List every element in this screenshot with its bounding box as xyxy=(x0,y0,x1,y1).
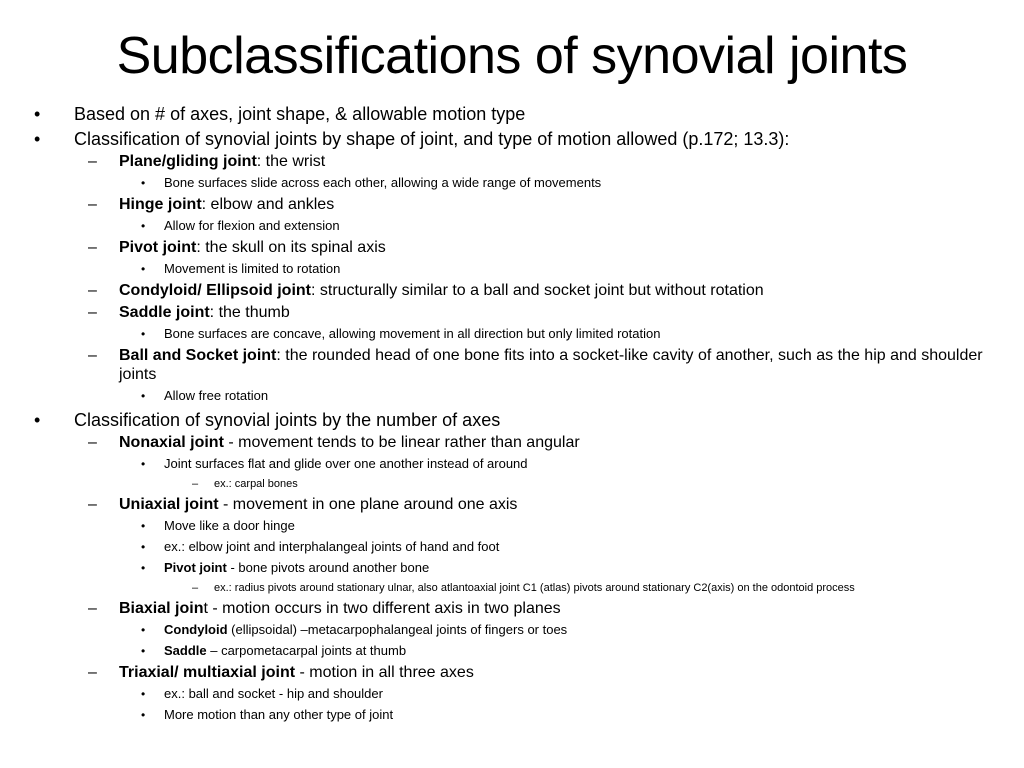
desc-saddle-sub: – carpometacarpal joints at thumb xyxy=(206,643,407,658)
example-text: ex.: radius pivots around stationary ulnar, also atlantoaxial joint C1 (atlas) pivots around stationary C2(axis) on the odontoid process xyxy=(214,582,855,594)
desc-nonaxial-joint: - movement tends to be linear rather than angular xyxy=(223,434,580,451)
term-uniaxial-joint: Uniaxial joint xyxy=(119,496,219,513)
sub-text: Bone surfaces are concave, allowing movement in all direction but only limited rotation xyxy=(164,326,661,341)
bullet-basis xyxy=(0,102,1024,126)
dash-marker: – xyxy=(88,153,97,170)
item-triaxial-joint xyxy=(0,663,1024,682)
desc-plane-joint: : the wrist xyxy=(256,153,326,170)
item-biaxial-joint xyxy=(0,599,1024,618)
item-hinge-joint xyxy=(0,195,1024,214)
sub-nonaxial-joint xyxy=(0,455,1024,473)
desc-biaxial-joint: t - motion occurs in two different axis in two planes xyxy=(203,600,561,617)
sub-biaxial-saddle xyxy=(0,642,1024,660)
bullet-text: Classification of synovial joints by shape of joint, and type of motion allowed (p.172; 13.3): xyxy=(74,129,790,149)
desc-pivot-sub: - bone pivots around another bone xyxy=(226,560,430,575)
term-condyloid-joint: Condyloid/ Ellipsoid joint xyxy=(119,282,311,299)
item-uniaxial-joint xyxy=(0,495,1024,514)
desc-pivot-joint: : the skull on its spinal axis xyxy=(196,239,386,256)
bullet-marker: • xyxy=(141,389,146,403)
dash-marker: – xyxy=(88,347,97,364)
item-condyloid-joint xyxy=(0,281,1024,300)
bullet-marker: • xyxy=(141,561,146,575)
term-saddle-sub: Saddle xyxy=(164,643,207,658)
bullet-marker: • xyxy=(141,644,146,658)
sub-text: Move like a door hinge xyxy=(164,518,295,533)
bullet-shape-classification xyxy=(0,127,1024,151)
term-pivot-sub: Pivot joint xyxy=(164,560,227,575)
sub-ball-socket-joint xyxy=(0,387,1024,405)
dash-marker: – xyxy=(88,434,97,451)
desc-ball-socket-joint: : the rounded head of one bone fits into a socket-like cavity of another, such as the hip and shoulder joints xyxy=(119,347,983,383)
sub-plane-joint xyxy=(0,174,1024,192)
desc-uniaxial-joint: - movement in one plane around one axis xyxy=(218,496,518,513)
example-text: ex.: carpal bones xyxy=(214,478,298,490)
sub-text: Joint surfaces flat and glide over one another instead of around xyxy=(164,456,528,471)
bullet-marker: • xyxy=(34,129,41,149)
term-triaxial-joint: Triaxial/ multiaxial joint xyxy=(119,664,296,681)
term-biaxial-joint: Biaxial join xyxy=(119,600,204,617)
term-ball-socket-joint: Ball and Socket joint xyxy=(119,347,277,364)
bullet-marker: • xyxy=(141,708,146,722)
sub-text: ex.: elbow joint and interphalangeal joints of hand and foot xyxy=(164,539,500,554)
sub-text: Bone surfaces slide across each other, allowing a wide range of movements xyxy=(164,175,602,190)
bullet-marker: • xyxy=(141,540,146,554)
dash-marker: – xyxy=(88,196,97,213)
sub-text: More motion than any other type of joint xyxy=(164,707,394,722)
slide-body xyxy=(0,102,1024,727)
sub-uniaxial-door-hinge xyxy=(0,517,1024,535)
desc-triaxial-joint: - motion in all three axes xyxy=(295,664,474,681)
bullet-marker: • xyxy=(141,176,146,190)
desc-condyloid-sub: (ellipsoidal) –metacarpophalangeal joints of fingers or toes xyxy=(227,622,568,637)
dash-marker: – xyxy=(192,478,199,490)
sub-saddle-joint xyxy=(0,325,1024,343)
example-nonaxial-joint xyxy=(0,476,1024,492)
sub-biaxial-condyloid xyxy=(0,621,1024,639)
slide-title: Subclassifications of synovial joints xyxy=(116,27,908,85)
item-ball-socket-joint xyxy=(0,346,1024,384)
sub-text: Allow for flexion and extension xyxy=(164,218,340,233)
bullet-text: Classification of synovial joints by the number of axes xyxy=(74,410,501,430)
bullet-marker: • xyxy=(141,457,146,471)
bullet-marker: • xyxy=(141,623,146,637)
dash-marker: – xyxy=(88,282,97,299)
bullet-marker: • xyxy=(141,687,146,701)
dash-marker: – xyxy=(192,582,199,594)
dash-marker: – xyxy=(88,304,97,321)
item-nonaxial-joint xyxy=(0,433,1024,452)
term-condyloid-sub: Condyloid xyxy=(164,622,228,637)
example-uniaxial-pivot xyxy=(0,580,1024,596)
bullet-marker: • xyxy=(141,262,146,276)
item-plane-joint xyxy=(0,152,1024,171)
bullet-marker: • xyxy=(141,219,146,233)
item-pivot-joint xyxy=(0,238,1024,257)
sub-text: Allow free rotation xyxy=(164,388,269,403)
bullet-marker: • xyxy=(34,410,41,430)
sub-uniaxial-pivot xyxy=(0,559,1024,577)
bullet-text: Based on # of axes, joint shape, & allowable motion type xyxy=(74,104,526,124)
term-plane-joint: Plane/gliding joint xyxy=(119,153,257,170)
term-saddle-joint: Saddle joint xyxy=(119,304,210,321)
dash-marker: – xyxy=(88,496,97,513)
dash-marker: – xyxy=(88,239,97,256)
sub-uniaxial-example xyxy=(0,538,1024,556)
item-saddle-joint xyxy=(0,303,1024,322)
sub-triaxial-example xyxy=(0,685,1024,703)
bullet-marker: • xyxy=(141,519,146,533)
sub-text: ex.: ball and socket - hip and shoulder xyxy=(164,686,383,701)
term-pivot-joint: Pivot joint xyxy=(119,239,197,256)
sub-pivot-joint xyxy=(0,260,1024,278)
desc-condyloid-joint: : structurally similar to a ball and socket joint but without rotation xyxy=(310,282,764,299)
bullet-axes-classification xyxy=(0,408,1024,432)
term-nonaxial-joint: Nonaxial joint xyxy=(119,434,224,451)
sub-triaxial-motion xyxy=(0,706,1024,724)
dash-marker: – xyxy=(88,664,97,681)
term-hinge-joint: Hinge joint xyxy=(119,196,202,213)
bullet-marker: • xyxy=(141,327,146,341)
dash-marker: – xyxy=(88,600,97,617)
bullet-marker: • xyxy=(34,104,41,124)
desc-saddle-joint: : the thumb xyxy=(209,304,290,321)
desc-hinge-joint: : elbow and ankles xyxy=(201,196,335,213)
sub-text: Movement is limited to rotation xyxy=(164,261,341,276)
sub-hinge-joint xyxy=(0,217,1024,235)
